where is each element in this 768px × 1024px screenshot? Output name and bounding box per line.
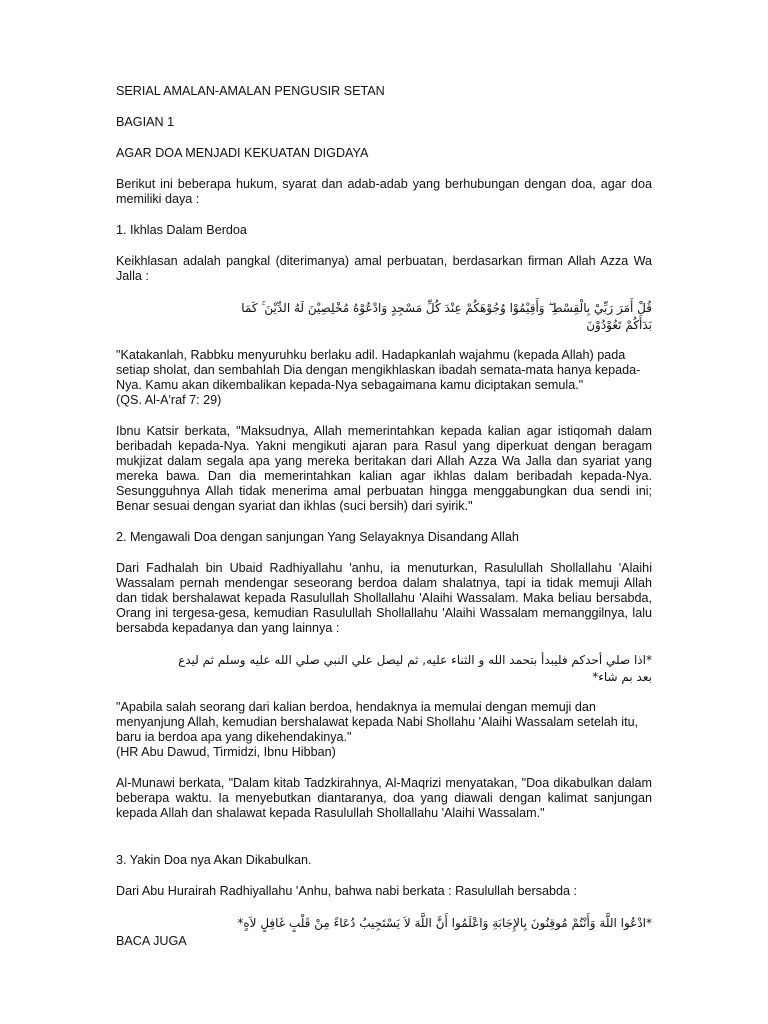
arabic-hadith-line: بعد بم شاء* [592, 670, 652, 684]
section-2-translation [116, 700, 652, 760]
translation-line: "Apabila salah seorang dari kalian berdoa, hendaknya ia memulai dengan memuji dan [116, 700, 596, 714]
translation-reference: (HR Abu Dawud, Tirmidzi, Ibnu Hibban) [116, 745, 336, 759]
section-3-arabic-hadith [116, 915, 652, 932]
arabic-hadith-line: *ادْعُوا اللَّهَ وَأَنْتُمْ مُوقِنُونَ بِالإِجَابَةِ وَاعْلَمُوا أَنَّ اللَّهَ لاَ يَسْتَجِيبُ دُعَاءً مِنْ قَلْبٍ غَافِلٍ لاَهٍ* [237, 916, 652, 930]
arabic-hadith-line: *اذا صلي أحدكم فليبدأ بتحمد الله و الثناء عليه, ثم ليصل علي النبي صلي الله عليه وسلم ثم ليدع [178, 653, 652, 667]
translation-line: Nya. Kamu akan dikembalikan kepada-Nya sebagaimana kamu diciptakan semula." [116, 378, 584, 392]
section-1-heading: 1. Ikhlas Dalam Berdoa [116, 223, 247, 237]
translation-line: baru ia berdoa apa yang dikehendakinya." [116, 730, 352, 744]
part-label: BAGIAN 1 [116, 115, 175, 129]
translation-line: setiap sholat, dan sembahlah Dia dengan mengikhlaskan ibadah semata-mata hanya kepada- [116, 363, 641, 377]
arabic-verse-line: قُلْ أَمَرَ رَبِّيْ بِالْقِسْطِ ۖ وَأَقِيْمُوْا وُجُوْهَكُمْ عِنْدَ كُلِّ مَسْجِدٍ وَادْعُوْهُ مُخْلِصِيْنَ لَهُ الدِّيْنَ ۚ كَمَا [241, 301, 652, 315]
section-1-paragraph: Keikhlasan adalah pangkal (diterimanya) amal perbuatan, berdasarkan firman Allah Azza Wa Jalla : [116, 254, 652, 283]
intro-paragraph: Berikut ini beberapa hukum, syarat dan adab-adab yang berhubungan dengan doa, agar doa memiliki daya : [116, 177, 652, 206]
arabic-verse-line: بَدَأَكُمْ تَعُوْدُوْنَ [586, 318, 652, 332]
section-1-tafsir: Ibnu Katsir berkata, "Maksudnya, Allah memerintahkan kepada kalian agar istiqomah dalam beribadah kepada-Nya. Yakni mengikuti ajaran para Rasul yang diperkuat dengan beragam mukjizat dalam segala apa yang mereka beritakan dari Allah Azza Wa Jalla dan syariat yang mereka bawa. Dan dia memerintahkan kalian agar ikhlas dalam beribadah kepada-Nya. Sesungguhnya Allah tidak menerima amal perbuatan hingga menggabungkan dua sendi ini; Benar sesuai dengan syariat dan ikhlas (suci bersih) dari syirik." [116, 424, 652, 513]
translation-line: "Katakanlah, Rabbku menyuruhku berlaku adil. Hadapkanlah wajahmu (kepada Allah) pada [116, 348, 626, 362]
translation-reference: (QS. Al-A'raf 7: 29) [116, 393, 222, 407]
section-3-heading: 3. Yakin Doa nya Akan Dikabulkan. [116, 853, 312, 867]
section-3-paragraph: Dari Abu Hurairah Radhiyallahu 'Anhu, bahwa nabi berkata : Rasulullah bersabda : [116, 884, 577, 898]
section-2-paragraph: Dari Fadhalah bin Ubaid Radhiyallahu 'anhu, ia menuturkan, Rasulullah Shollallahu 'Alaihi Wassalam pernah mendengar seseorang berdoa dalam shalatnya, tapi ia tidak memuji Allah dan tidak bershalawat kepada Rasulullah Shollallahu 'Alaihi Wassalam. Maka beliau bersabda, Orang ini tergesa-gesa, kemudian Rasulullah Shollallahu 'Alaihi Wassalam memanggilnya, lalu bersabda kepadanya dan yang lainnya : [116, 561, 652, 635]
document-title: SERIAL AMALAN-AMALAN PENGUSIR SETAN [116, 84, 385, 98]
section-2-heading: 2. Mengawali Doa dengan sanjungan Yang Selayaknya Disandang Allah [116, 530, 519, 544]
section-1-translation [116, 348, 652, 408]
document-subtitle: AGAR DOA MENJADI KEKUATAN DIGDAYA [116, 146, 369, 160]
section-2-commentary: Al-Munawi berkata, "Dalam kitab Tadzkirahnya, Al-Maqrizi menyatakan, "Doa dikabulkan dalam beberapa waktu. Ia menyebutkan diantaranya, doa yang diawali dengan kalimat sanjungan kepada Allah dan shalawat kepada Rasulullah Shollallahu 'Alaihi Wassalam." [116, 776, 652, 820]
translation-line: menyanjung Allah, kemudian bershalawat kepada Nabi Shollahu 'Alaihi Wassalam setelah itu, [116, 715, 639, 729]
section-2-arabic-hadith [116, 652, 652, 686]
baca-juga-label: BACA JUGA [116, 934, 187, 948]
section-1-arabic-verse [116, 300, 652, 334]
